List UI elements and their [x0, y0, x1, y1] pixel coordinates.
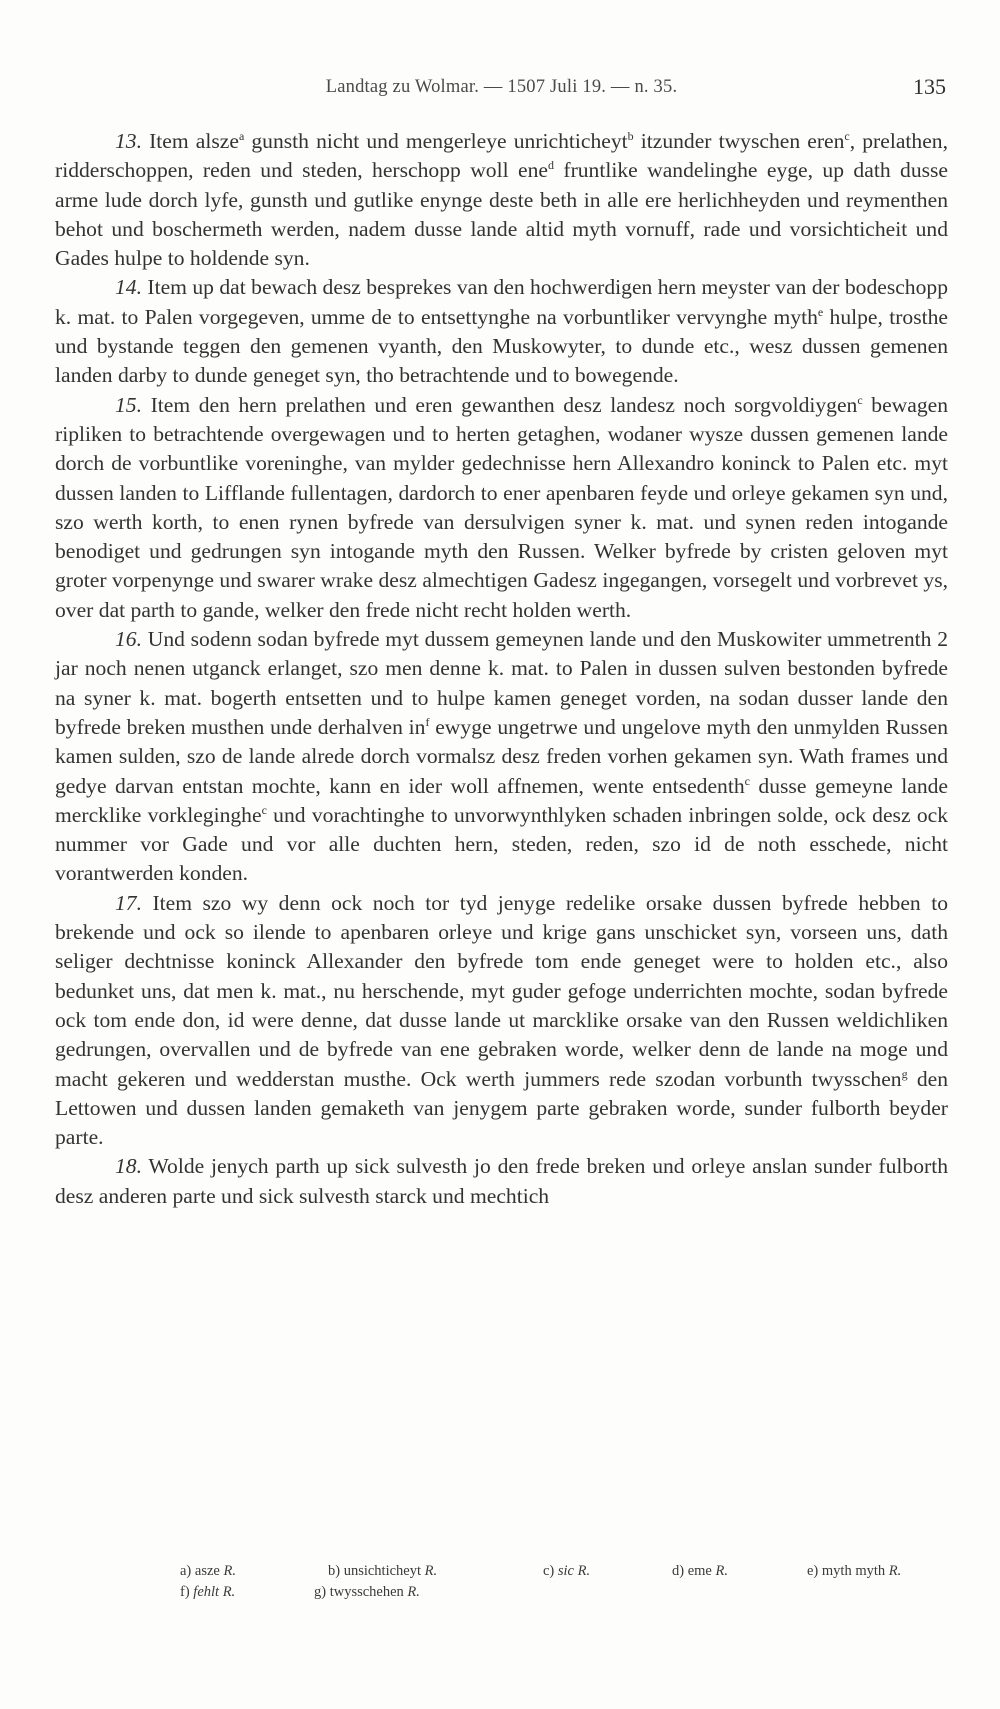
page-header	[55, 74, 948, 108]
footnote-marker: g	[901, 1066, 908, 1081]
paragraph-17	[55, 889, 948, 1153]
paragraph-text: itzunder twyschen eren	[633, 129, 845, 153]
footnote-row	[55, 1584, 948, 1605]
footnote-b: b) unsichticheyt R.	[328, 1563, 438, 1579]
footnote-marker: a	[238, 129, 245, 143]
footnote-d: d) eme R.	[672, 1563, 728, 1579]
footnotes	[55, 1563, 948, 1605]
paragraph-text: Item up dat bewach desz besprekes van den hochwerdigen hern meyster van der bodeschopp k. mat. to Palen vorgegeven, umme de to entsettynghe na vorbuntliker vervynghe myth	[55, 275, 948, 329]
footnote-g: g) twysschehen R.	[314, 1584, 420, 1600]
paragraph-text: Item alsze	[142, 129, 239, 153]
paragraph-15	[55, 391, 948, 625]
footnote-marker: c	[844, 129, 850, 143]
section-number: 17.	[115, 890, 142, 915]
page-number: 135	[913, 74, 946, 99]
section-number: 16.	[115, 627, 142, 652]
section-number: 15.	[115, 392, 142, 417]
footnote-marker: e	[817, 304, 824, 319]
section-number: 13.	[115, 129, 142, 153]
body-text	[55, 127, 948, 1211]
paragraph-16	[55, 625, 948, 889]
footnote-c: c) sic R.	[543, 1563, 591, 1579]
running-head: Landtag zu Wolmar. — 1507 Juli 19. — n. 35.	[325, 77, 678, 97]
paragraph-text: bewagen ripliken to betrachtende overgewagen und to herten getaghen, wodaner wysze dussen gemenen lande dorch de vorbuntlike voreninghe, van mylder gedechnisse hern Allexandro koninck to Palen etc. myt dussen landen to Lifflande fullentagen, dardorch to ener apenbaren feyde und orleye gekamen syn und, szo werth korth, to enen rynen byfrede van dersulvigen syner k. mat. und synen reden intogande benodiget und gedrungen syn intogande myth den Russen. Welker byfrede by cristen geloven myt groter vorpenynge und swarer wrake desz almechtigen Gadesz ingegangen, vorsegelt und vorbrevet ys, over dat parth to gande, welker den frede nicht recht holden werth.	[55, 392, 949, 622]
footnote-marker: c	[857, 392, 863, 407]
paragraph-18	[55, 1152, 948, 1211]
paragraph-14	[55, 273, 948, 390]
footnote-a: a) asze R.	[180, 1563, 236, 1579]
paragraph-text: dusse gemeyne lande mercklike vorkleginghe	[55, 773, 948, 827]
paragraph-text: ewyge ungetrwe und ungelove myth den unmylden Russen kamen sulden, szo de lande alrede dorch vormalsz desz freden vorhen gekamen syn. Wath frames und gedye darvan entstan mochte, kann en ider woll affnemen, wente entsedenth	[55, 714, 948, 798]
paragraph-text: hulpe, trosthe und bystande teggen den gemenen vyanth, den Muskowyter, to dunde etc., wesz dussen gemenen landen darby to dunde geneget syn, tho betrachtende und to bowegende.	[55, 304, 948, 388]
footnote-marker: f	[425, 714, 430, 729]
section-number: 14.	[115, 275, 142, 300]
footnote-f: f) fehlt R.	[180, 1584, 236, 1600]
paragraph-13	[55, 127, 948, 273]
paragraph-text: Item den hern prelathen und eren gewanthen desz landesz noch sorgvoldiygen	[142, 392, 858, 417]
footnote-marker: c	[261, 802, 267, 817]
footnote-marker: d	[547, 158, 554, 173]
footnote-e: e) myth myth R.	[807, 1563, 902, 1579]
paragraph-text: Wolde jenych parth up sick sulvesth jo den frede breken und orleye anslan sunder fulborth desz anderen parte und sick sulvesth starck und mechtich	[55, 1154, 948, 1208]
footnote-row	[55, 1563, 948, 1584]
section-number: 18.	[115, 1154, 142, 1179]
paragraph-text: fruntlike wandelinghe eyge, up dath dusse arme lude dorch lyfe, gunsth und gutlike enynge deste beth in alle ere herlichheyden und reymenthen behot und boschermeth werden, nadem dusse lande altid myth vornuff, rade und vorsichticheit und Gades hulpe to holdende syn.	[55, 158, 949, 271]
footnote-marker: c	[744, 773, 750, 788]
paragraph-text: Item szo wy denn ock noch tor tyd jenyge redelike orsake dussen byfrede hebben to brekende und ock so ilende to apenbaren orleye und krige gans unschicket syn, vorseen uns, dath seliger dechtnisse koninck Allexander den byfrede tom ende geneget were to holden etc., also bedunket uns, dat men k. mat., nu herschende, myt guder gefoge underrichten mochte, sodan byfrede ock tom ende don, id were denne, dat dusse lande ut marcklike orsake van den Russen weldichliken gedrungen, overvallen und de byfrede van ene gebraken worde, welker denn de lande na moge und macht gekeren und wedderstan musthe. Ock werth jummers rede szodan vorbunth twysschen	[55, 890, 948, 1091]
paragraph-text: den Lettowen und dussen landen gemaketh van jenygem parte gebraken worde, sunder fulborth beyder parte.	[55, 1066, 948, 1150]
paragraph-text: und vorachtinghe to unvorwynthlyken schaden inbringen solde, ock desz ock nummer vor Gade und vor alle duchten hern, steden, reden, szo id de noth esschede, nicht vorantwerden konden.	[55, 802, 948, 886]
paragraph-text: , prelathen, ridderschoppen, reden und steden, herschopp woll ene	[55, 129, 948, 183]
paragraph-text: gunsth nicht und mengerleye unrichticheyt	[244, 129, 628, 153]
footnote-marker: b	[627, 129, 634, 143]
paragraph-text: Und sodenn sodan byfrede myt dussem gemeynen lande und den Muskowiter ummetrenth 2 jar noch nenen utganck erlanget, szo men denne k. mat. to Palen in dussen sulven bestonden byfrede na syner k. mat. bogerth entsetten und to hulpe kamen geneget vorden, na sodan dusser lande den byfrede breken musthen unde derhalven in	[55, 627, 948, 739]
